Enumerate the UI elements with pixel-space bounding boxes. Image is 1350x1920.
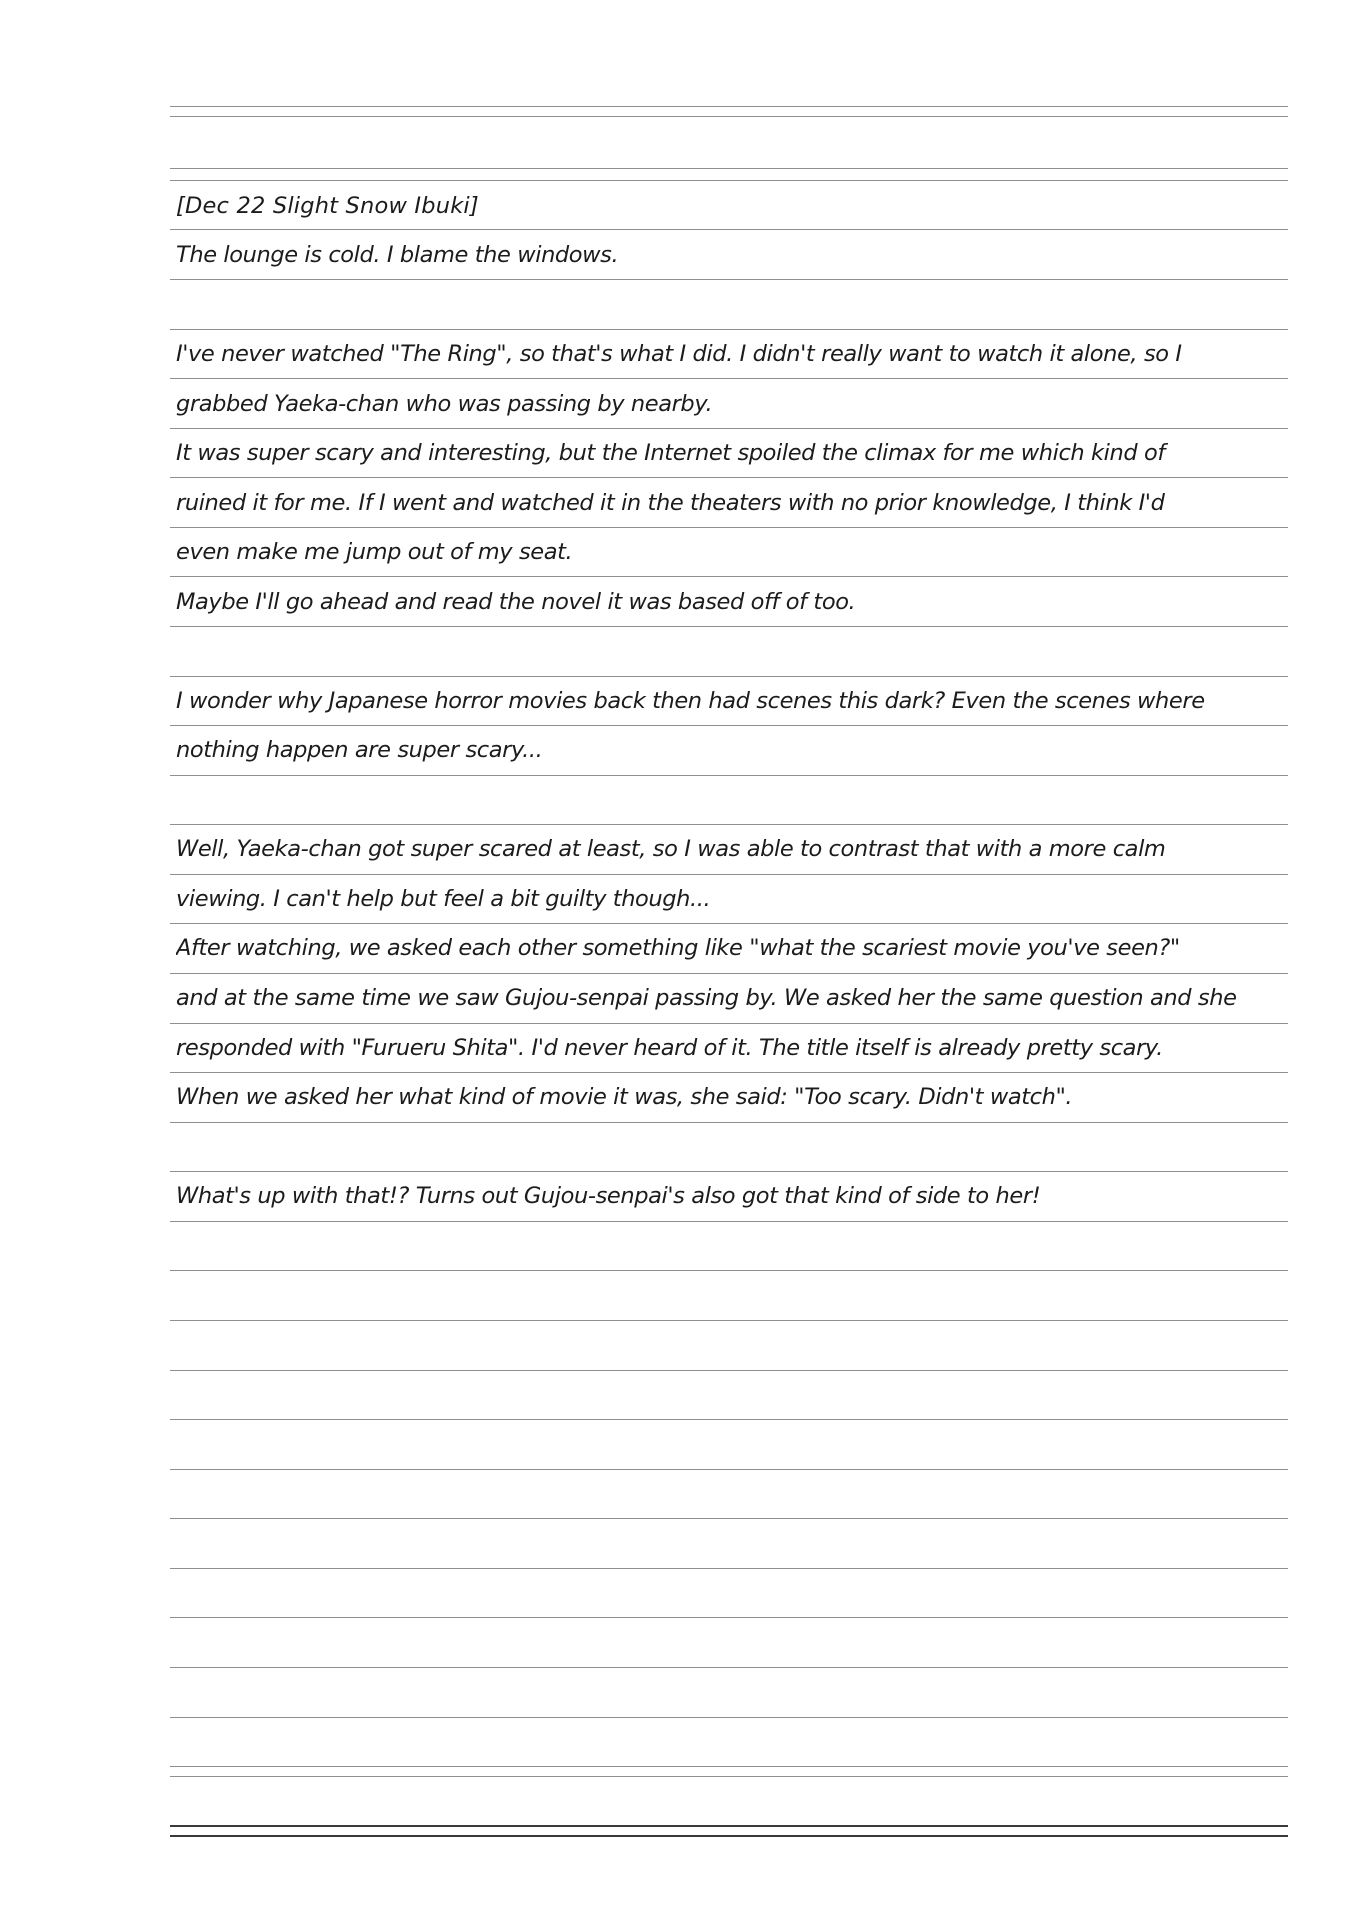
bottom-border-line	[170, 1825, 1288, 1827]
ruled-line	[170, 1270, 1288, 1271]
text-line: I wonder why Japanese horror movies back then had scenes this dark? Even the scenes where	[176, 688, 1205, 714]
ruled-line	[170, 1370, 1288, 1371]
text-line: Maybe I'll go ahead and read the novel it was based off of too.	[176, 589, 856, 615]
text-line: What's up with that!? Turns out Gujou-senpai's also got that kind of side to her!	[176, 1183, 1041, 1209]
text-line: After watching, we asked each other something like "what the scariest movie you've seen?"	[176, 935, 1180, 961]
ruled-line	[170, 168, 1288, 169]
ruled-line	[170, 116, 1288, 117]
text-line: grabbed Yaeka-chan who was passing by nearby.	[176, 391, 713, 417]
text-line: ruined it for me. If I went and watched it in the theaters with no prior knowledge, I think I'd	[176, 490, 1165, 516]
text-line: viewing. I can't help but feel a bit guilty though...	[176, 886, 711, 912]
ruled-line	[170, 1776, 1288, 1777]
ruled-line	[170, 180, 1288, 181]
text-line: It was super scary and interesting, but the Internet spoiled the climax for me which kind of	[176, 440, 1165, 466]
text-line: nothing happen are super scary...	[176, 737, 543, 763]
ruled-line	[170, 1766, 1288, 1767]
ruled-line	[170, 1419, 1288, 1420]
ruled-line	[170, 1122, 1288, 1123]
ruled-line	[170, 1320, 1288, 1321]
bottom-border-line	[170, 1835, 1288, 1837]
text-line: The lounge is cold. I blame the windows.	[176, 242, 619, 268]
text-line: and at the same time we saw Gujou-senpai passing by. We asked her the same question and she	[176, 985, 1237, 1011]
text-line: responded with "Furueru Shita". I'd never heard of it. The title itself is already pretty scary.	[176, 1035, 1163, 1061]
ruled-line	[170, 1717, 1288, 1718]
ruled-line	[170, 106, 1288, 107]
text-line: I've never watched "The Ring", so that's what I did. I didn't really want to watch it alone, so I	[176, 341, 1182, 367]
text-line: Well, Yaeka-chan got super scared at least, so I was able to contrast that with a more calm	[176, 836, 1166, 862]
ruled-line	[170, 1617, 1288, 1618]
ruled-line	[170, 1667, 1288, 1668]
text-line: even make me jump out of my seat.	[176, 539, 573, 565]
ruled-line	[170, 775, 1288, 776]
ruled-line	[170, 1568, 1288, 1569]
entry-header: [Dec 22 Slight Snow Ibuki]	[176, 193, 479, 219]
text-line: When we asked her what kind of movie it was, she said: "Too scary. Didn't watch".	[176, 1084, 1073, 1110]
ruled-line	[170, 1469, 1288, 1470]
ruled-line	[170, 1221, 1288, 1222]
ruled-line	[170, 1518, 1288, 1519]
